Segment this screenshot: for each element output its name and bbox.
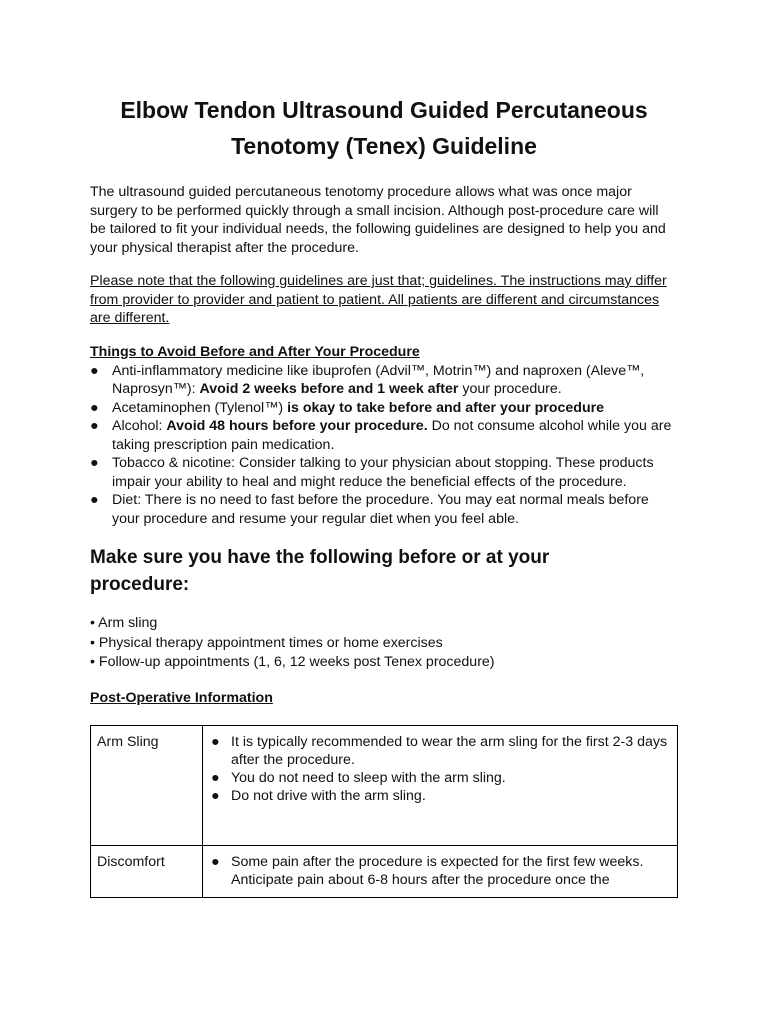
title-line-2: Tenotomy (Tenex) Guideline <box>231 133 537 159</box>
avoid-item-alcohol: ● Alcohol: Avoid 48 hours before your procedure. Do not consume alcohol while you are taking prescription pain medication. <box>90 418 672 453</box>
bullet-icon: ● <box>211 733 220 750</box>
avoid-item-acetaminophen: ● Acetaminophen (Tylenol™) is okay to take before and after your procedure <box>90 399 605 416</box>
avoid-list <box>90 362 678 529</box>
bullet-icon: ● <box>211 769 220 786</box>
title-line-1: Elbow Tendon Ultrasound Guided Percutaneous <box>120 97 648 123</box>
bullet-icon: ● <box>211 787 220 804</box>
disclaimer-note: Please note that the following guidelines are just that; guidelines. The instructions may differ from provider to provider and patient to patient. All patients are different and circumstances are different. <box>90 273 667 326</box>
post-op-table <box>90 725 678 898</box>
checklist-list <box>90 614 678 673</box>
avoid-heading: Things to Avoid Before and After Your Procedure <box>90 343 420 360</box>
bullet-icon: ● <box>90 418 99 434</box>
list-item: ● It is typically recommended to wear the arm sling for the first 2-3 days after the procedure. <box>211 733 668 768</box>
list-item: ● You do not need to sleep with the arm sling. <box>211 769 506 786</box>
bullet-icon: ● <box>90 492 99 508</box>
row-label-arm-sling: Arm Sling <box>91 725 203 845</box>
avoid-item-diet: ● Diet: There is no need to fast before the procedure. You may eat normal meals before your procedure and resume your regular diet when you feel able. <box>90 492 649 527</box>
row-label-discomfort: Discomfort <box>91 845 203 897</box>
table-row <box>91 845 678 897</box>
document-title <box>90 92 678 164</box>
checklist-item: • Follow-up appointments (1, 6, 12 weeks post Tenex procedure) <box>90 654 495 670</box>
table-row <box>91 725 678 845</box>
list-item: ● Some pain after the procedure is expected for the first few weeks. Anticipate pain about 6-8 hours after the procedure once the <box>211 853 644 888</box>
bullet-icon: ● <box>211 853 220 870</box>
row-content-discomfort <box>203 845 678 897</box>
bullet-icon: ● <box>90 399 99 416</box>
list-item: ● Do not drive with the arm sling. <box>211 787 426 804</box>
row-content-arm-sling <box>203 725 678 845</box>
avoid-item-nsaids: ● Anti-inflammatory medicine like ibuprofen (Advil™, Motrin™) and naproxen (Aleve™, Naprosyn™): Avoid 2 weeks before and 1 week after your procedure. <box>90 362 645 397</box>
post-op-heading: Post-Operative Information <box>90 689 273 706</box>
checklist-heading: Make sure you have the following before or at your procedure: <box>90 547 550 595</box>
avoid-item-tobacco: ● Tobacco & nicotine: Consider talking to your physician about stopping. These products impair your ability to heal and might reduce the beneficial effects of the procedure. <box>90 455 654 490</box>
bullet-icon: ● <box>90 362 99 379</box>
bullet-icon: ● <box>90 455 99 471</box>
checklist-item: • Arm sling <box>90 615 158 631</box>
intro-paragraph: The ultrasound guided percutaneous tenotomy procedure allows what was once major surgery to be performed quickly through a small incision. Although post-procedure care will be tailored to fit your individual needs, the following guidelines are designed to help you and your physical therapist after the procedure. <box>90 184 666 256</box>
checklist-item: • Physical therapy appointment times or home exercises <box>90 634 443 651</box>
